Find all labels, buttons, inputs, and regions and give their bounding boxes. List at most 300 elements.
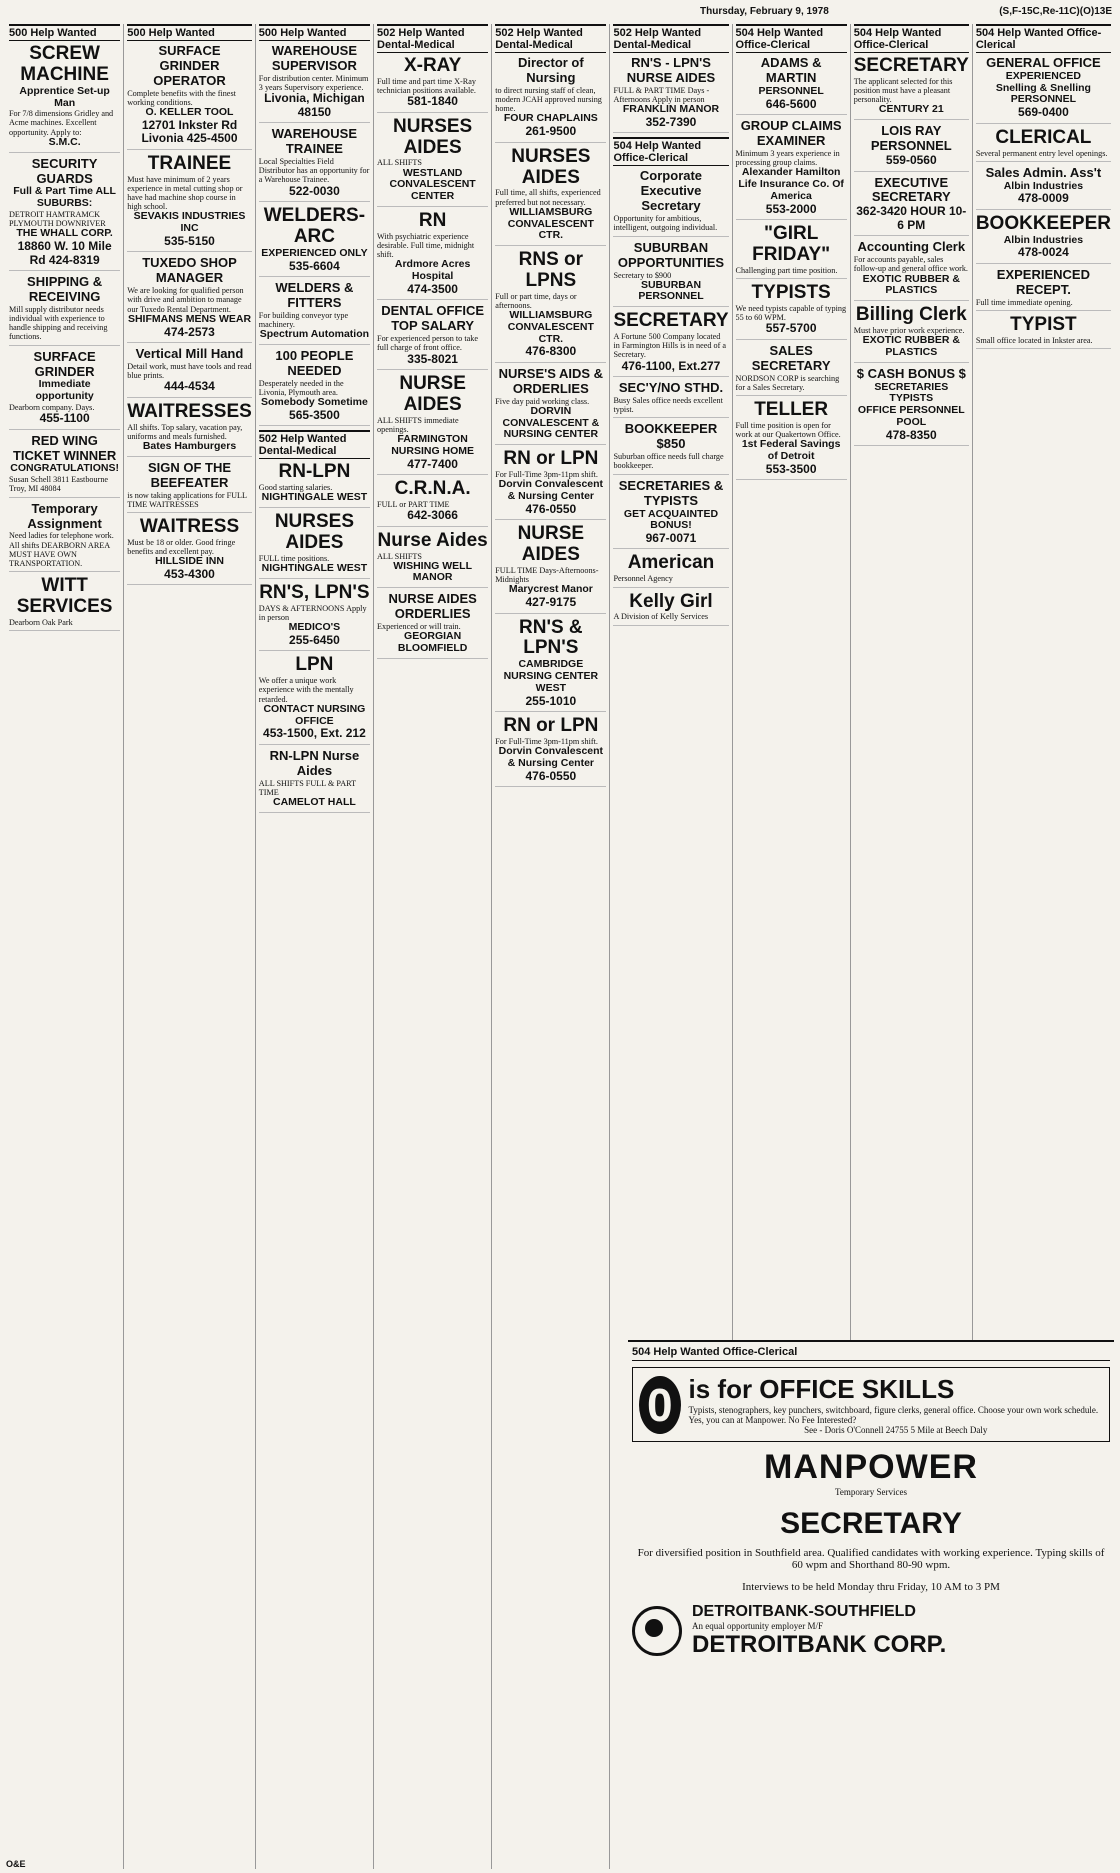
ad-company: GEORGIAN BLOOMFIELD [397, 630, 468, 654]
ad-body: FULL or PART TIME [377, 499, 450, 509]
classified-ad [976, 315, 1111, 349]
issue-date: Thursday, February 9, 1978 [700, 6, 829, 17]
column-2 [124, 24, 256, 1869]
ad-company: THE WHALL CORP. [16, 227, 113, 240]
classified-ad [127, 44, 252, 150]
ad-title: BOOKKEEPER [975, 212, 1111, 234]
classified-ad [9, 502, 120, 573]
ad-title: TYPIST [1010, 313, 1077, 335]
ad-title: RN or LPN [503, 715, 599, 737]
ad-title: TRAINEE [147, 152, 232, 174]
classified-ad [736, 400, 847, 480]
classified-ad [736, 344, 847, 396]
ad-body: FULL time positions. [258, 554, 330, 564]
ad-phone: 967-0071 [645, 531, 697, 546]
classified-ad [259, 349, 370, 426]
ad-company: WILLIAMSBURG CONVALESCENT CTR. [507, 205, 594, 242]
ad-title: LOIS RAY PERSONNEL [870, 123, 952, 154]
ad-body: DETROIT HAMTRAMCK PLYMOUTH DOWNRIVER [9, 209, 106, 229]
ad-phone: 474-2573 [164, 324, 215, 339]
ad-company: NIGHTINGALE WEST [261, 491, 368, 504]
ad-title: TUXEDO SHOP MANAGER [142, 255, 237, 286]
classified-ad [613, 169, 728, 236]
ad-phone: 455-1100 [39, 411, 90, 426]
ad-phone: 453-1500, Ext. 212 [263, 726, 366, 741]
ad-title: SECRETARIES & TYPISTS [618, 477, 724, 508]
section-heading: 502 Help Wanted Dental-Medical [259, 430, 370, 459]
ad-body: For Full-Time 3pm-11pm shift. [495, 470, 598, 480]
column-heading: 504 Help Wanted Office-Clerical [736, 24, 847, 53]
classified-ad [976, 128, 1111, 162]
ad-title: RN-LPN Nurse Aides [269, 747, 360, 778]
ad-body: Mill supply distributor needs individual with experience to handle shipping and receiving functions. [9, 304, 108, 342]
ad-title: SHIPPING & RECEIVING [27, 273, 103, 304]
ad-body: Complete benefits with the finest working conditions. [127, 88, 236, 107]
ad-title: NURSE AIDES [399, 373, 466, 415]
ad-title: Director of Nursing [517, 55, 584, 85]
ad-phone: 581-1840 [407, 94, 458, 109]
ad-body: Dearborn Oak Park [9, 618, 73, 627]
ad-company: O. KELLER TOOL [145, 106, 234, 119]
ad-title: SECRETARY [613, 310, 729, 332]
ad-title: X-RAY [403, 55, 462, 76]
classified-ad [736, 224, 847, 279]
ad-body: A Division of Kelly Services [613, 612, 709, 622]
classified-ad [495, 524, 606, 613]
ad-title: TELLER [754, 398, 829, 420]
ad-body: We offer a unique work experience with the mentally retarded. [258, 676, 354, 704]
ad-title: Vertical Mill Hand [135, 346, 244, 362]
ad-title: SCREW MACHINE [20, 43, 109, 85]
ad-body: Detail work, must have tools and read blue prints. [127, 361, 252, 381]
ad-phone: 565-3500 [289, 407, 340, 422]
ad-title: RN-LPN [278, 461, 351, 483]
ad-company: WISHING WELL MANOR [393, 559, 472, 584]
ad-title: SECURITY GUARDS [31, 155, 98, 186]
ad-phone: 569-0400 [1018, 105, 1069, 120]
ad-title: SALES SECRETARY [751, 342, 831, 373]
ad-company: Albin Industries [1003, 179, 1084, 192]
classified-ad [736, 119, 847, 220]
manpower-ad [632, 1367, 1110, 1442]
ad-body: For accounts payable, sales follow-up and general office work. [853, 255, 968, 274]
ad-company: FARMINGTON NURSING HOME [391, 433, 475, 457]
ad-title: WAITRESSES [127, 400, 252, 422]
ad-body: We need typists capable of typing 55 to 60 WPM. [735, 303, 847, 323]
ad-title: RN'S & LPN'S [519, 616, 583, 659]
classified-ad [613, 381, 728, 418]
ad-body: ALL SHIFTS [377, 158, 422, 168]
ad-title: WELDERS-ARC [263, 205, 366, 247]
ad-subtitle: PERSONNEL [758, 84, 824, 97]
ad-title: EXPERIENCED RECEPT. [996, 266, 1090, 297]
classified-ad [613, 241, 728, 308]
ad-body: Busy Sales office needs excellent typist. [613, 396, 723, 415]
classified-ad [259, 462, 370, 508]
ad-phone: 478-0024 [1018, 245, 1069, 260]
o-tagline: is for OFFICE SKILLS [688, 1374, 955, 1404]
ad-subtitle: EXPERIENCED ONLY [261, 246, 368, 259]
ad-phone: 478-8350 [885, 427, 937, 442]
ad-body: Desperately needed in the Livonia, Plymouth area. [258, 378, 344, 398]
ad-phone: 478-0009 [1018, 191, 1069, 206]
classified-ad [377, 531, 488, 589]
classified-ad [9, 350, 120, 430]
ad-body: Opportunity for ambitious, intelligent, outgoing individual. [613, 214, 718, 233]
classified-ad [495, 367, 606, 445]
ad-phone: 553-3500 [765, 461, 817, 476]
column-heading: 504 Help Wanted Office-Clerical [854, 24, 969, 53]
ad-company: EXOTIC RUBBER & PLASTICS [862, 334, 960, 358]
ad-phone: 476-1100, Ext.277 [621, 358, 721, 373]
ad-body: For Full-Time 3pm-11pm shift. [495, 736, 598, 746]
classified-ad [377, 479, 488, 527]
ad-subtitle: GET ACQUAINTED BONUS! [623, 507, 719, 532]
ad-title: SEC'Y/NO STHD. [618, 380, 724, 396]
ad-title: Temporary Assignment [27, 500, 102, 531]
classified-ad [127, 256, 252, 343]
ad-phone: 453-4300 [164, 567, 215, 582]
ad-body: Several permanent entry level openings. [975, 148, 1108, 158]
ad-body: Small office located in Inkster area. [975, 335, 1093, 345]
column-5 [492, 24, 610, 1869]
ad-title: Sales Admin. Ass't [985, 164, 1102, 180]
classified-ad [259, 281, 370, 345]
ad-title: NURSES AIDES [511, 145, 591, 188]
classified-ad [854, 56, 969, 120]
ad-title: WAREHOUSE SUPERVISOR [271, 43, 358, 73]
section-heading: 504 Help Wanted Office-Clerical [613, 137, 728, 166]
page-footer: O&E [6, 1859, 26, 1869]
ad-body: A Fortune 500 Company located in Farmington Hills is in need of a Secretary. [613, 332, 727, 360]
classified-ad [259, 512, 370, 579]
ad-title: LPN [295, 654, 334, 676]
column-heading: 504 Help Wanted Office-Clerical [976, 24, 1111, 53]
classified-ad [9, 44, 120, 153]
ad-phone: Livonia, Michigan 48150 [264, 91, 365, 119]
ad-title: Billing Clerk [855, 304, 967, 326]
ad-title: NURSES AIDES [393, 115, 473, 158]
ad-company: FRANKLIN MANOR [622, 103, 720, 116]
bottom-block [628, 1340, 1114, 1869]
ad-phone: 261-9500 [525, 124, 577, 139]
ad-title: WAITRESS [139, 516, 240, 538]
classified-ad [9, 275, 120, 346]
ad-title: SURFACE GRINDER [33, 348, 96, 379]
classified-ad [127, 517, 252, 585]
ad-company: HILLSIDE INN [155, 555, 224, 568]
ad-title: RN [418, 209, 447, 231]
classified-ad [377, 374, 488, 475]
ad-phone: 559-0560 [885, 153, 937, 168]
classified-ad [259, 583, 370, 651]
ad-company: SUBURBAN PERSONNEL [638, 278, 704, 303]
ad-company: CONTACT NURSING OFFICE [263, 702, 366, 727]
ad-body: For distribution center. Minimum 3 years Supervisory experience. [258, 73, 369, 93]
ad-subtitle: EXPERIENCED [1005, 69, 1082, 82]
ad-title: CLERICAL [995, 126, 1092, 148]
ad-title: SURFACE GRINDER OPERATOR [153, 43, 226, 88]
interview-schedule: Interviews to be held Monday thru Friday, 10 AM to 3 PM [742, 1581, 1000, 1593]
ad-title: NURSES AIDES [274, 511, 354, 554]
classified-ad [854, 176, 969, 237]
ad-company: Marycrest Manor [508, 583, 593, 596]
column-3 [256, 24, 374, 1869]
ad-body: We are looking for qualified person with drive and ambition to manage our Tuxedo Rental Department. [127, 286, 244, 314]
ad-body: DAYS & AFTERNOONS Apply in person [258, 603, 367, 623]
ad-body: Dearborn company. Days. [9, 402, 95, 412]
ad-title: RNS or LPNS [518, 249, 584, 291]
ad-title: DENTAL OFFICE TOP SALARY [381, 303, 485, 334]
classified-ad [259, 749, 370, 813]
bank-logo-text: DETROITBANK CORP. [692, 1631, 947, 1658]
classified-ad [613, 479, 728, 550]
ad-phone: 535-5150 [164, 233, 215, 248]
classified-ad [259, 206, 370, 277]
ad-body: Full time, all shifts, experienced preferred but not necessary. [495, 188, 601, 207]
ad-body: For building conveyor type machinery. [258, 310, 349, 330]
ad-subtitle: Immediate opportunity [35, 378, 94, 403]
ad-company: SHIFMANS MENS WEAR [127, 312, 252, 325]
ad-body: FULL TIME Days-Afternoons-Midnights [495, 565, 599, 585]
ad-company: Alexander Hamilton Life Insurance Co. Of America [738, 166, 844, 202]
classified-ad [377, 117, 488, 207]
ad-title: RN'S, LPN'S [259, 581, 370, 603]
bank-sub: An equal opportunity employer M/F [692, 1621, 823, 1631]
ad-company: NIGHTINGALE WEST [261, 562, 368, 575]
manpower-sub: Temporary Services [834, 1487, 908, 1497]
ad-company: Dorvin Convalescent & Nursing Center [498, 478, 604, 503]
classified-ad [736, 56, 847, 115]
ad-body: The applicant selected for this position must have a pleasant personality. [853, 76, 953, 105]
ad-title: WELDERS & FITTERS [275, 279, 354, 310]
o-body: Typists, stenographers, key punchers, switchboard, figure clerks, general office. Choose your own work schedule. Yes, you can at Manpower. No Fee Interested? [688, 1405, 1099, 1425]
ad-title: NURSE'S AIDS & ORDERLIES [498, 365, 604, 396]
ad-title: SIGN OF THE BEEFEATER [147, 459, 232, 490]
classified-ad [495, 147, 606, 246]
ad-body: Good starting salaries. [258, 483, 333, 493]
ad-phone: 255-6450 [289, 632, 340, 647]
ad-title: RN or LPN [503, 448, 599, 470]
ad-body: For experienced person to take full charge of front office. [377, 334, 478, 353]
ad-title: C.R.N.A. [394, 478, 471, 500]
classified-ad [854, 367, 969, 446]
ad-body: Full time and part time X-Ray technician positions available. [377, 76, 476, 96]
ad-title: 100 PEOPLE NEEDED [275, 347, 354, 378]
ad-title: SUBURBAN OPPORTUNITIES [617, 239, 725, 270]
ad-body: ALL SHIFTS FULL & PART TIME [258, 778, 356, 797]
ad-company: CAMBRIDGE NURSING CENTER WEST [503, 658, 599, 694]
ad-company: Spectrum Automation [259, 328, 370, 341]
bank-logo-icon [632, 1606, 682, 1656]
ad-company: WESTLAND CONVALESCENT CENTER [389, 166, 476, 203]
ad-title: SECRETARY [853, 55, 969, 76]
ad-body: Five day paid working class. [495, 396, 590, 406]
ad-company: Albin Industries [1003, 233, 1084, 246]
ad-title: TYPISTS [751, 281, 831, 303]
classified-ad [377, 211, 488, 300]
ad-body: Need ladies for telephone work. All shifts DEARBORN AREA MUST HAVE OWN TRANSPORTATION. [9, 531, 114, 569]
ad-body: Secretary to $900 [613, 270, 672, 280]
bottom-heading: 504 Help Wanted Office-Clerical [632, 1346, 1110, 1361]
ad-company: CAMELOT HALL [272, 796, 356, 809]
classified-ad [613, 422, 728, 474]
classified-ad [613, 592, 728, 626]
classified-ad [377, 56, 488, 113]
ad-company: S.M.C. [48, 135, 81, 148]
ad-body: to direct nursing staff of clean, modern JCAH approved nursing home. [495, 85, 602, 114]
ad-body: Suburban office needs full charge bookkeeper. [613, 452, 724, 471]
classified-ad [854, 240, 969, 301]
ad-title: BOOKKEEPER $850 [624, 421, 718, 452]
ad-company: SEVAKIS INDUSTRIES INC [133, 210, 246, 235]
classified-ad [854, 305, 969, 363]
ad-body: All shifts. Top salary, vacation pay, uniforms and meals furnished. [127, 422, 243, 441]
ad-company: MEDICO'S [288, 621, 341, 634]
classified-ad [976, 166, 1111, 210]
ad-company: DORVIN CONVALESCENT & NURSING CENTER [502, 404, 600, 441]
ad-phone: 476-0550 [525, 768, 577, 783]
ad-title: Nurse Aides [377, 529, 488, 551]
ad-company: FOUR CHAPLAINS [503, 112, 598, 125]
ad-company: Snelling & Snelling PERSONNEL [995, 81, 1091, 106]
classified-ad [495, 618, 606, 712]
ad-title: Corporate Executive Secretary [639, 168, 703, 214]
edition-code: (S,F-15C,Re-11C)(O)13E [999, 6, 1112, 17]
column-heading: 500 Help Wanted [259, 24, 370, 41]
ad-body: Full time position is open for work at our Quakertown Office. [735, 420, 841, 439]
classified-ad [259, 44, 370, 123]
ad-phone: 646-5600 [765, 96, 817, 111]
ad-phone: 476-8300 [525, 344, 577, 359]
ad-body: Personnel Agency [613, 574, 673, 584]
ad-phone: 522-0030 [289, 183, 340, 198]
ad-title: RN'S - LPN'S NURSE AIDES [626, 55, 716, 85]
ad-body: Challenging part time position. [735, 265, 838, 275]
classified-ad [259, 127, 370, 202]
secretary-heading: SECRETARY [780, 1507, 962, 1540]
ad-title: NURSE AIDES [517, 523, 585, 566]
ad-title: WITT SERVICES [16, 575, 113, 618]
classified-ad [9, 157, 120, 271]
column-4 [374, 24, 492, 1869]
bank-ad [632, 1603, 1110, 1659]
classified-ad [127, 154, 252, 253]
classified-ad [613, 56, 728, 133]
classified-ad [495, 250, 606, 363]
ad-company: WILLIAMSBURG CONVALESCENT CTR. [507, 309, 594, 345]
manpower-logo: MANPOWER [764, 1448, 978, 1486]
classified-ad [976, 56, 1111, 124]
secretary-body: For diversified position in Southfield area. Qualified candidates with working experience. Typing skills of 60 wpm and Shorthand 80-90 wpm. [637, 1547, 1105, 1571]
ad-body: Must have prior work experience. [853, 325, 965, 335]
ad-title: WAREHOUSE TRAINEE [271, 126, 358, 157]
ad-title: EXECUTIVE SECRETARY [871, 174, 951, 205]
ad-body: Full or part time, days or afternoons. [495, 291, 577, 310]
classified-ad [495, 449, 606, 520]
column-heading: 502 Help Wanted Dental-Medical [495, 24, 606, 53]
classified-ad [976, 214, 1111, 264]
ad-title: $ CASH BONUS $ [856, 365, 966, 381]
ad-phone: 18860 W. 10 Mile Rd 424-8319 [17, 239, 112, 267]
column-heading: 500 Help Wanted [9, 24, 120, 41]
ad-phone: 477-7400 [407, 456, 458, 471]
ad-company: Somebody Sometime [261, 396, 368, 409]
ad-company: Bates Hamburgers [142, 440, 237, 453]
classified-ad [9, 434, 120, 498]
ad-title: Accounting Clerk [857, 239, 966, 255]
o-logo-icon: 0 [639, 1376, 681, 1434]
ad-company: EXOTIC RUBBER & PLASTICS [862, 272, 960, 297]
ad-title: GROUP CLAIMS EXAMINER [740, 118, 842, 148]
ad-body: With psychiatric experience desirable. Full time, midnight shift. [377, 231, 475, 260]
ad-body: Experienced or will train. [377, 622, 461, 632]
column-1 [6, 24, 124, 1869]
ad-body: For 7/8 dimensions Gridley and Acme machines. Excellent opportunity. Apply to: [9, 109, 114, 137]
ad-subtitle: SECRETARIES TYPISTS [874, 380, 949, 405]
classified-ad [259, 655, 370, 744]
masthead [700, 6, 1112, 22]
ad-title: NURSE AIDES ORDERLIES [388, 591, 477, 622]
classified-ad [495, 56, 606, 143]
classified-ad [377, 592, 488, 659]
ad-phone: 557-5700 [765, 321, 817, 336]
ad-title: RED WING TICKET WINNER [12, 432, 117, 463]
ad-body: ALL SHIFTS [377, 551, 422, 561]
ad-body: Full time immediate opening. [975, 297, 1073, 307]
classified-ad [377, 304, 488, 370]
ad-phone: 335-8021 [407, 351, 458, 366]
classified-ad [976, 268, 1111, 311]
classified-ad [736, 283, 847, 340]
classified-ad [854, 124, 969, 171]
ad-body: Susan Schell 3811 Eastbourne Troy, MI 48084 [9, 475, 109, 494]
ad-phone: 553-2000 [765, 201, 817, 216]
ad-title: American [627, 552, 715, 574]
ad-title: ADAMS & MARTIN [760, 55, 822, 85]
ad-phone: 427-9175 [525, 595, 577, 610]
ad-company: 1st Federal Savings of Detroit [741, 438, 841, 462]
classified-ad [127, 402, 252, 457]
ad-phone: 352-7390 [645, 115, 697, 129]
ad-title: "GIRL FRIDAY" [752, 223, 831, 265]
classified-ad [613, 311, 728, 377]
o-contact: See - Doris O'Connell 24755 5 Mile at Beech Daly [804, 1425, 988, 1435]
column-heading: 500 Help Wanted [127, 24, 252, 41]
ad-body: Must be 18 or older. Good fringe benefits and excellent pay. [127, 537, 236, 557]
ad-company: OFFICE PERSONNEL POOL [857, 404, 965, 428]
ad-body: FULL & PART TIME Days - Afternoons Apply in person [613, 85, 710, 105]
ad-company: Dorvin Convalescent & Nursing Center [498, 745, 604, 769]
ad-body: ALL SHIFTS immediate openings. [377, 415, 459, 434]
ad-phone: 474-3500 [407, 281, 458, 296]
classified-ad [495, 716, 606, 787]
ad-subtitle: Apprentice Set-up Man [19, 84, 110, 109]
classified-ad [9, 576, 120, 631]
ad-body: NORDSON CORP is searching for a Sales Secretary. [735, 373, 840, 392]
ad-body: is now taking applications for FULL TIME WAITRESSES [127, 490, 247, 509]
ad-title: Kelly Girl [629, 590, 713, 612]
ad-phone: 535-6604 [289, 258, 340, 273]
ad-company: Ardmore Acres Hospital [394, 258, 471, 283]
classified-ad [613, 553, 728, 587]
ad-subtitle: Full & Part Time ALL SUBURBS: [13, 185, 116, 210]
column-heading: 502 Help Wanted Dental-Medical [613, 24, 728, 53]
column-heading: 502 Help Wanted Dental-Medical [377, 24, 488, 53]
ad-subtitle: CONGRATULATIONS! [10, 462, 119, 475]
ad-phone: 255-1010 [525, 693, 577, 708]
bank-name: DETROITBANK-SOUTHFIELD [692, 1603, 916, 1620]
